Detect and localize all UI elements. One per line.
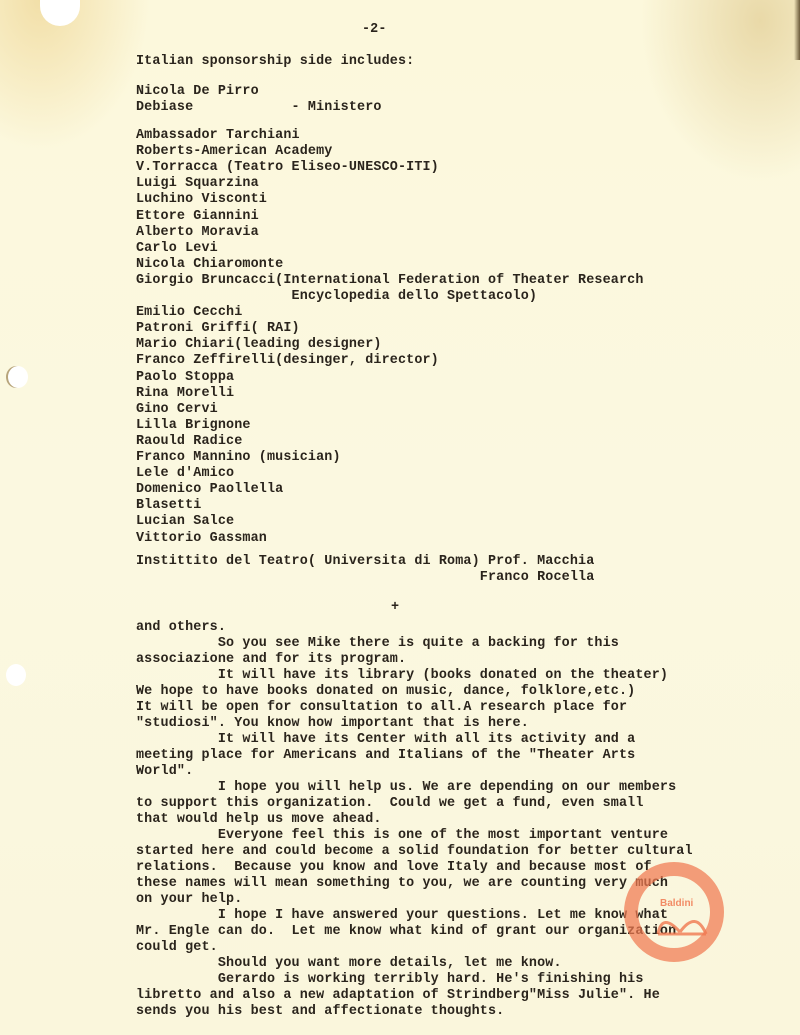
stamp-label: Baldini [660, 898, 694, 909]
ministry-line: Debiase - Ministero [136, 100, 382, 115]
page-number: -2- [362, 22, 387, 37]
body-line: on your help. [136, 892, 243, 907]
sponsor-name: Roberts-American Academy [136, 144, 333, 160]
body-line: sends you his best and affectionate thoughts. [136, 1004, 505, 1019]
punch-hole [6, 664, 26, 686]
body-line: these names will mean something to you, we are counting very much [136, 876, 669, 891]
body-line: So you see Mike there is quite a backing for this [136, 636, 619, 651]
sponsor-name: Franco Zeffirelli(desinger, director) [136, 353, 439, 369]
sponsor-name: Mario Chiari(leading designer) [136, 337, 382, 353]
body-line: to support this organization. Could we get a fund, even small [136, 796, 644, 811]
paper-tear [40, 0, 80, 26]
sponsor-name: Alberto Moravia [136, 224, 259, 240]
body-line: meeting place for Americans and Italians of the "Theater Arts [136, 748, 636, 763]
body-line: I hope you will help us. We are depending on our members [136, 780, 677, 795]
sponsor-name: Emilio Cecchi [136, 305, 243, 321]
body-line: It will have its library (books donated on the theater) [136, 668, 669, 683]
separator-mark: + [391, 600, 400, 615]
paper-edge-shadow [794, 0, 800, 60]
library-stamp [624, 862, 724, 962]
sponsor-name: Blasetti [136, 498, 202, 514]
body-line: It will have its Center with all its activity and a [136, 732, 636, 747]
sponsor-name: Lele d'Amico [136, 466, 235, 482]
body-line: and others. [136, 620, 227, 635]
institute-line: Instittito del Teatro( Universita di Roma) Prof. Macchia [136, 554, 595, 569]
body-line: Mr. Engle can do. Let me know what kind of grant our organization [136, 924, 677, 939]
sponsor-name: Gino Cervi [136, 401, 218, 417]
sponsor-name: Raould Radice [136, 433, 243, 449]
body-line: We hope to have books donated on music, dance, folklore,etc.) [136, 684, 636, 699]
sponsor-name: Luigi Squarzina [136, 176, 259, 192]
sponsor-name: Carlo Levi [136, 240, 218, 256]
sponsor-name: Paolo Stoppa [136, 369, 235, 385]
sponsor-name: Ettore Giannini [136, 208, 259, 224]
sponsor-name: Domenico Paollella [136, 482, 284, 498]
body-line: Should you want more details, let me know. [136, 956, 562, 971]
body-line: libretto and also a new adaptation of Strindberg"Miss Julie". He [136, 988, 660, 1003]
body-line: It will be open for consultation to all.A research place for [136, 700, 628, 715]
sponsor-name: Ambassador Tarchiani [136, 128, 300, 143]
sponsor-name: Rina Morelli [136, 385, 235, 401]
sponsor-name: Lilla Brignone [136, 417, 251, 433]
sponsor-name: Nicola Chiaromonte [136, 256, 284, 272]
sponsor-name: Franco Mannino (musician) [136, 450, 341, 465]
sponsor-name: Luchino Visconti [136, 192, 267, 208]
body-line: associazione and for its program. [136, 652, 407, 667]
body-line: Gerardo is working terribly hard. He's finishing his [136, 972, 644, 987]
section-heading: Italian sponsorship side includes: [136, 54, 415, 69]
body-line: that would help us move ahead. [136, 812, 382, 827]
body-line: relations. Because you know and love Italy and because most of [136, 860, 652, 875]
sponsor-name: Encyclopedia dello Spettacolo) [136, 289, 538, 304]
ministry-line: Nicola De Pirro [136, 84, 259, 99]
sponsor-name: V.Torracca (Teatro Eliseo-UNESCO-ITI) [136, 160, 439, 176]
institute-line: Franco Rocella [136, 570, 595, 585]
body-line: I hope I have answered your questions. Let me know what [136, 908, 669, 923]
sponsor-name: Giorgio Bruncacci(International Federation of Theater Research [136, 272, 644, 288]
punch-hole [8, 366, 28, 388]
open-book-icon [656, 906, 708, 936]
body-line: World". [136, 764, 194, 779]
body-line: started here and could become a solid foundation for better cultural [136, 844, 693, 859]
body-line: "studiosi". You know how important that is here. [136, 716, 529, 731]
sponsor-name: Lucian Salce [136, 514, 235, 530]
sponsor-name: Vittorio Gassman [136, 530, 267, 546]
body-line: Everyone feel this is one of the most important venture [136, 828, 669, 843]
body-line: could get. [136, 940, 218, 955]
sponsor-name: Patroni Griffi( RAI) [136, 321, 300, 337]
